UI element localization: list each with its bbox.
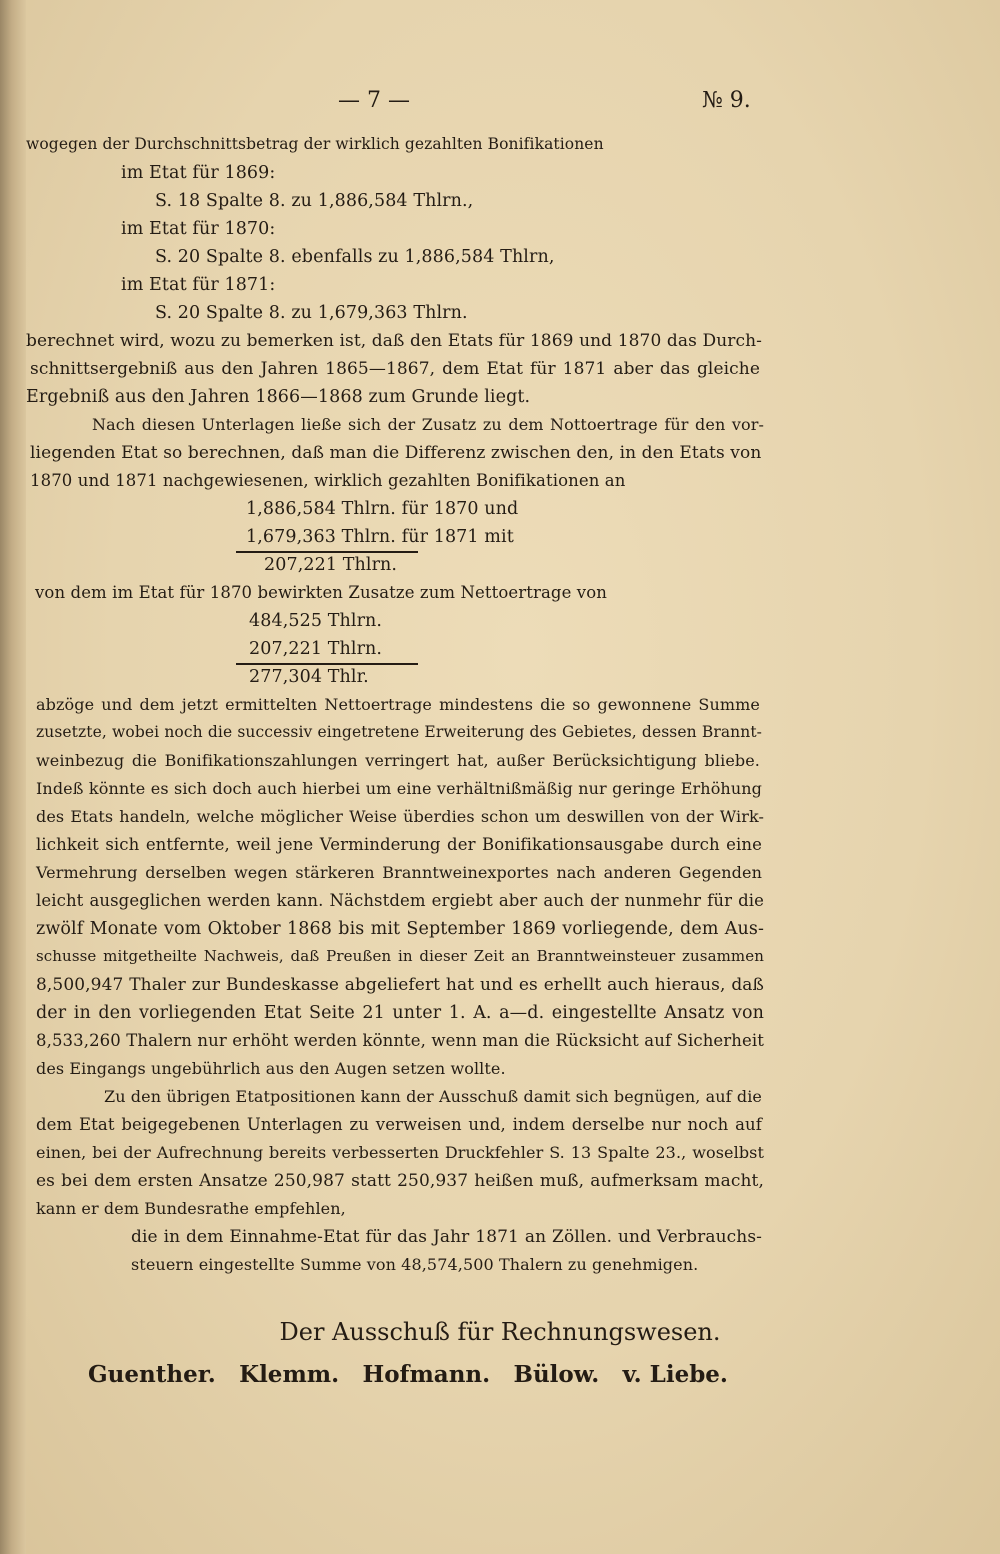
committee-title: Der Ausschuß für Rechnungswesen. — [279, 1318, 721, 1346]
text-line: Zu den übrigen Etatpositionen kann der Ausschuß damit sich begnügen, auf die — [104, 1087, 762, 1106]
text-line: 484,525 Thlrn. — [249, 611, 383, 631]
text-line: wogegen der Durchschnittsbetrag der wirklich gezahlten Bonifikationen — [26, 135, 604, 153]
text-line: weinbezug die Bonifikationszahlungen verringert hat, außer Berücksichtigung bliebe. — [36, 751, 760, 770]
text-line: schnittsergebniß aus den Jahren 1865—1867, dem Etat für 1871 aber das gleiche — [30, 359, 760, 379]
text-line: des Etats handeln, welche möglicher Weise überdies schon um deswillen von der Wirk- — [36, 807, 764, 826]
text-line: 1870 und 1871 nachgewiesenen, wirklich gezahlten Bonifikationen an — [30, 471, 626, 490]
text-line: 1,886,584 Thlrn. für 1870 und — [246, 499, 519, 519]
text-line: des Eingangs ungebührlich aus den Augen setzen wollte. — [36, 1059, 506, 1078]
text-line: im Etat für 1869: — [121, 163, 276, 183]
text-line: leicht ausgeglichen werden kann. Nächstdem ergiebt aber auch der nunmehr für die — [36, 891, 764, 910]
signature-name: v. Liebe. — [622, 1361, 728, 1388]
signature-name: Klemm. — [239, 1361, 340, 1388]
text-line: von dem im Etat für 1870 bewirkten Zusatze zum Nettoertrage von — [35, 583, 607, 602]
text-line: S. 20 Spalte 8. zu 1,679,363 Thlrn. — [155, 303, 468, 323]
text-line: S. 20 Spalte 8. ebenfalls zu 1,886,584 Thlrn, — [155, 247, 555, 267]
text-line: liegenden Etat so berechnen, daß man die Differenz zwischen den, in den Etats von — [30, 443, 762, 463]
text-line: zusetzte, wobei noch die successiv eingetretene Erweiterung des Gebietes, dessen Brannt- — [36, 723, 762, 741]
document-number: № 9. — [702, 88, 751, 113]
text-line: zwölf Monate vom Oktober 1868 bis mit September 1869 vorliegende, dem Aus- — [36, 919, 764, 939]
text-line: die in dem Einnahme-Etat für das Jahr 1871 an Zöllen. und Verbrauchs- — [131, 1227, 762, 1247]
text-line: 1,679,363 Thlrn. für 1871 mit — [246, 527, 514, 547]
signature-name: Hofmann. — [362, 1361, 491, 1388]
text-line: Ergebniß aus den Jahren 1866—1868 zum Grunde liegt. — [26, 387, 531, 407]
signature-row — [88, 1363, 728, 1386]
text-line: steuern eingestellte Summe von 48,574,500 Thalern zu genehmigen. — [131, 1255, 699, 1274]
text-line: berechnet wird, wozu zu bemerken ist, daß den Etats für 1869 und 1870 das Durch- — [26, 331, 762, 351]
text-line: Nach diesen Unterlagen ließe sich der Zusatz zu dem Nottoertrage für den vor- — [92, 415, 764, 434]
text-line: es bei dem ersten Ansatze 250,987 statt 250,937 heißen muß, aufmerksam macht, — [36, 1171, 764, 1191]
text-line: abzöge und dem jetzt ermittelten Nettoertrage mindestens die so gewonnene Summe — [36, 695, 760, 714]
text-line: einen, bei der Aufrechnung bereits verbesserten Druckfehler S. 13 Spalte 23., woselbst — [36, 1143, 764, 1162]
text-line: 8,533,260 Thalern nur erhöht werden könnte, wenn man die Rücksicht auf Sicherheit — [36, 1031, 764, 1050]
text-line: Indeß könnte es sich doch auch hierbei um eine verhältnißmäßig nur geringe Erhöhung — [36, 779, 762, 798]
text-line: der in den vorliegenden Etat Seite 21 unter 1. A. a—d. eingestellte Ansatz von — [36, 1003, 764, 1023]
text-line: 277,304 Thlr. — [249, 667, 369, 687]
sum-rule-1 — [236, 551, 418, 553]
text-line: schusse mitgetheilte Nachweis, daß Preußen in dieser Zeit an Branntweinsteuer zusammen — [36, 947, 764, 965]
text-line: kann er dem Bundesrathe empfehlen, — [36, 1199, 346, 1218]
text-line: im Etat für 1871: — [121, 275, 276, 295]
text-line: im Etat für 1870: — [121, 219, 276, 239]
text-line: 8,500,947 Thaler zur Bundeskasse abgeliefert hat und es erhellt auch hieraus, daß — [36, 975, 764, 995]
text-line: dem Etat beigegebenen Unterlagen zu verweisen und, indem derselbe nur noch auf — [36, 1115, 762, 1134]
text-line: 207,221 Thlrn. — [264, 555, 398, 575]
text-line: 207,221 Thlrn. — [249, 639, 383, 659]
signature-name: Bülow. — [513, 1361, 600, 1388]
sum-rule-2 — [236, 663, 418, 665]
signature-name: Guenther. — [88, 1361, 216, 1388]
text-line: Vermehrung derselben wegen stärkeren Branntweinexportes nach anderen Gegenden — [36, 863, 762, 882]
page-number: — 7 — — [338, 88, 410, 113]
text-line: S. 18 Spalte 8. zu 1,886,584 Thlrn., — [155, 191, 474, 211]
text-line: lichkeit sich entfernte, weil jene Verminderung der Bonifikationsausgabe durch eine — [36, 835, 762, 854]
